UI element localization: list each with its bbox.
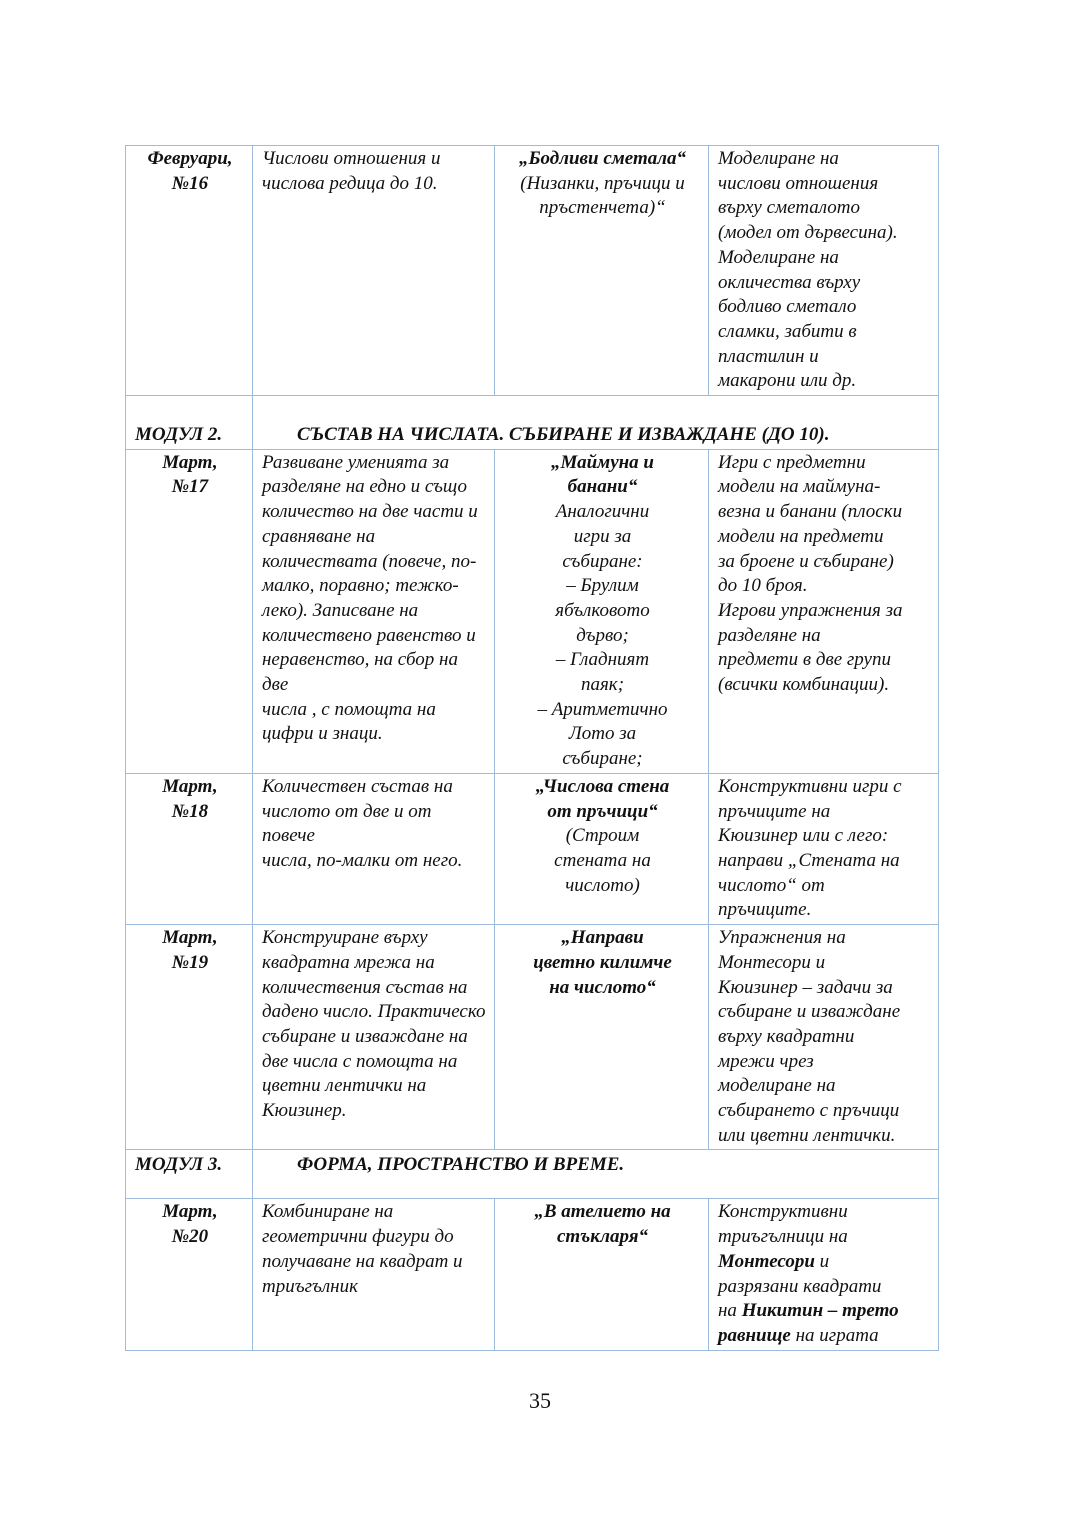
game-cell: „В ателието на стъкларя“ [495,1199,709,1350]
table-row [126,1199,939,1350]
module-header-row [126,396,939,450]
activity-cell: Упражнения на Монтесори и Кюизинер – задачи за събиране и изваждане върху квадратни мрежи чрез моделиране на събирането с пръчици или цветни лентички. [709,925,939,1150]
month-cell: Февруари, №16 [126,146,253,396]
lesson-plan-table [125,145,939,1351]
module-label: МОДУЛ 3. [126,1150,253,1199]
module-title: ФОРМА, ПРОСТРАНСТВО И ВРЕМЕ. [253,1150,939,1199]
activity-cell: Игри с предметни модели на маймуна- везна и банани (плоски модели на предмети за броене и събиране) до 10 броя. Игрови упражнения за разделяне на предмети в две групи (всички комбинации). [709,449,939,773]
topic-cell: Конструиране върху квадратна мрежа на количествения състав на дадено число. Практическо събиране и изваждане на две числа с помощта на цветни лентички на Кюизинер. [253,925,495,1150]
month-cell: Март, №20 [126,1199,253,1350]
month-cell: Март, №18 [126,773,253,924]
topic-cell: Комбиниране на геометрични фигури до получаване на квадрат и триъгълник [253,1199,495,1350]
activity-cell: Моделиране на числови отношения върху сметалото (модел от дървесина). Моделиране на окличества върху бодливо сметало сламки, забити в пластилин и макарони или др. [709,146,939,396]
table-row [126,925,939,1150]
table-row [126,449,939,773]
game-cell: „Бодливи сметала“ (Низанки, пръчици и пръстенчета)“ [495,146,709,396]
table-row [126,146,939,396]
topic-cell: Развиване уменията за разделяне на едно и също количество на две части и сравняване на количествата (повече, по- малко, поравно; тежко- леко). Записване на количествено равенство и неравенство, на сбор на две числа , с помощта на цифри и знаци. [253,449,495,773]
module-header-row [126,1150,939,1199]
table-row [126,773,939,924]
game-cell: „Маймуна и банани“ Аналогични игри за събиране: – Брулим ябълковото дърво; – Гладният паяк; – Аритметично Лото за събиране; [495,449,709,773]
module-label: МОДУЛ 2. [126,396,253,450]
game-cell: „Числова стена от пръчици“ (Строим стената на числото) [495,773,709,924]
month-cell: Март, №19 [126,925,253,1150]
activity-cell: Конструктивни игри с пръчиците на Кюизинер или с лего: направи „Стената на числото“ от пръчиците. [709,773,939,924]
topic-cell: Числови отношения и числова редица до 10. [253,146,495,396]
topic-cell: Количествен състав на числото от две и от повече числа, по-малки от него. [253,773,495,924]
page-number: 35 [529,1388,551,1413]
month-cell: Март, №17 [126,449,253,773]
module-title: СЪСТАВ НА ЧИСЛАТА. СЪБИРАНЕ И ИЗВАЖДАНЕ (ДО 10). [253,396,939,450]
activity-cell: Конструктивни триъгълници на Монтесори и разрязани квадрати на Никитин – трето равнище на играта [709,1199,939,1350]
game-cell: „Направи цветно килимче на числото“ [495,925,709,1150]
